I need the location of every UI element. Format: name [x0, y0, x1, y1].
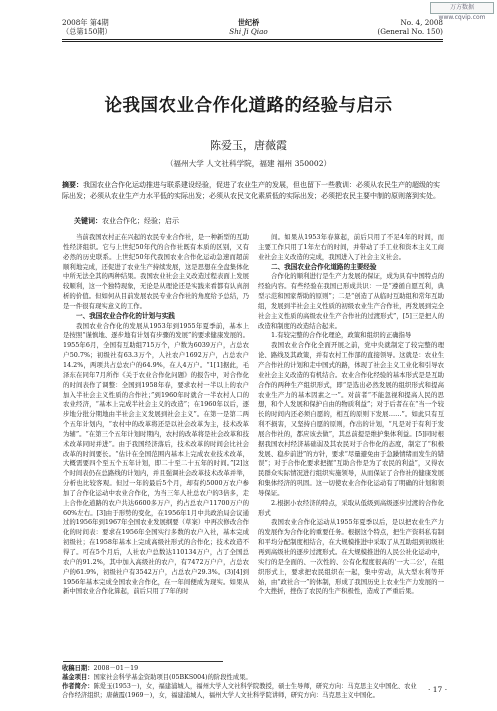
author-bio-value: 陈爱玉(1953－)，女，福建浦城人，福州大学人文社科学院教授，硕士生导师，研究方向：马克思主义中国化、农业合作经济组织；唐薇霞(1969－)，女，福建浦城人，福州大学人文社科学院讲师，研究方向：马克思主义中国化。: [62, 683, 417, 699]
journal-general-number: (General No. 150): [377, 27, 443, 36]
fund-info: [62, 673, 452, 682]
watermark-badge: 万方数据 www.cqvip.com: [430, 2, 494, 14]
footnote-rule: [63, 661, 223, 662]
body-column-left: [63, 233, 249, 643]
keywords-label: 关键词：: [74, 217, 102, 225]
section-heading: 一、我国农业合作化的计划与实践: [76, 311, 175, 320]
journal-name-pinyin: Shi Ji Qiao: [229, 27, 268, 36]
body-column-right: [258, 233, 444, 643]
header-rule-2: [62, 41, 443, 42]
abstract-text: 我国农业合作化运动推进与联系建设经验，促进了农业生产的发展，但也留下一些教训：必须从农民生产的超级的实际出发；必须从农业生产力水平低的实际出发；必须从农民文化素质低的实际出发；必须把农民主要中制的原则落到实处。: [62, 181, 440, 201]
body-paragraph: 2.根据小农经济的特点，采取从低级到高级逐步过渡的合作化形式: [258, 498, 444, 517]
body-paragraph: 我国农业合作化的发展从1953年到1955年夏季前，基本上是按照“谨慎地、逐步地有计划有步骤的发展”的要求健康发展的。1955年6月，全国有互助组715万个，户数为6039万户，占总农户50.7%；初级社有63.3万个，人社农户1692万户，占总农户14.2%，两项共占总农户的64.9%，在人4万户。“1[1]据此，毛泽东在同年7月所作《关于农业合作化问题》的报告中，对合作化的时间表作了调整：全国到1958年春，要求农村一半以上的农户加入半社会主义性质的合作社；”到1960年时就合一半农村人口的农业经济，“基本上完成半社会主义的改造”；在1960年以后，逐步地分批分期地由半社会主义发展到社会主义”。在第一是第二两个五年计划内，“农村中的改革将还是以社会改革为主，技术改革为辅”。“在第三个五年计划时期内，农村的改革将是社会改革和技术改革同时并进”。由于我国经济落后，技术改革的时间会比社会改革的时间要长。“估计在全国范围内基本上完成农业技术改革，大概需要四个至五个五年计划，即二十至二十五年的时间。”[2]这个时间表仍在总路线的计划内，并且强调社会改革技术改革并举，分析也比较客观。但过一年的最后5个月，却有约5000万农户参加了合作化运动中农业合作化，为当三年人社总农户的3倍多，走上合作化道路的农户共达6600多万户，约占总农户11700万户的60%左右。[3]由于形势的变化，在1956年1月中共政治局会议通过的1956年到1967年全国农业发展纲要（草案）中再次修改合作化的时间表：要求在1956年全国实行多数的农户入社，基本完成初级社；在1958年基本上完成高级社形式的合作化；技术改造不得了。可在5个月后，人社农户总数达110134万户，占了全国总农户的91.2%，其中加入高级社的农户，有7472万户户，占总农户的61.9%，初级社户有3542万户，占总农户29.3%。(3)[4]到1956年基本完成全国农业合作化，在一年间便成为现实。如果从新中国农业合作化算起，前后只用了7年的时: [63, 321, 249, 596]
received-label: 收稿日期：: [62, 665, 94, 672]
author-affiliation: （福州大学 人文社科学院，福建 福州 350002）: [165, 159, 332, 168]
article-authors: 陈爱玉，唐薇霞: [210, 139, 287, 152]
body-paragraph: 当前我国农村正在兴起的农民专业合作社，是一种新型的互助性经济组织。它与上世纪50年代的合作社既有本质的区别，又有必然的历史联系。上世纪50年代我国农业合作化运动急速而超前顺利地完成，还促进了农业生产持续发展，这是思想在全盘集体化中所无法全其的两种结果。我国农业社会主义改造过程表面上发展较顺利，这一个独特现象，无论是从理论还是实践来看都有认真剖析的价值。但如何从目前发展农民专业合作社的角度给予总结，乃是一件很有现实意义的工作。: [63, 233, 249, 310]
author-bio: [62, 682, 422, 700]
fund-label: 基金项目：: [62, 674, 94, 681]
received-date: [62, 664, 452, 673]
body-paragraph: 我国农业合作化运动从1955年夏季以后，是以把农业生产力的发展作为合作化的重要任务。根据这个特点，把生产资料私有制和平均分配制度相结合，在大规模推进中采取了从互助组到初级社再到高级社的逐步过渡形式。在大规模推进的人民公社化运动中，实行的是全面的、一次性的、公有化程度很高的‘一大二公’，在组织形式上，要求把农民组织在一起，集中劳动，从大型水利等开始，由“政社合一”的体制，形成了我国历史上农业生产力发展的一个大挫折，挫伤了农民的生产积极性，造成了严重后果。: [258, 518, 444, 596]
author-bio-label: 作者简介：: [62, 683, 94, 690]
journal-name: 世纪桥: [237, 18, 260, 27]
body-paragraph: 1.有较完整的合作化理论，政策和组织的正确指导: [271, 331, 412, 340]
body-paragraph: 我国农业合作化全面开展之前，党中央就制定了较完整的理论、路线及其政策，并有农村工作部的直接领导。这就是：农业生产合作社的计划和走中国式的路，体现了社会主义工业化和引导农业社会主义改造的有机结合。农业合作化经验的基本形式是是互助合作的两种生产组织形式，即“是选出必然发展的组织形式和提高农业生产力的基本因素之一”。对前者“不能忽视和提高人民的思想，和个人发展和保护自由的物质利益”；对于后者在在“当一个较长的时间内还必须自愿的，相互的原则下发展……”。如此只有互利不损害，又坚持自愿的原则，作出的计划，“凡是对于有利于发展合作社的，都应该去做”，其总前提是维护集体利益。[5]同时根据我国农村经济基础弱及其农民对于合作化的态度，制定了“积极发展、稳步前进”的方针，要求“尽量避免由于急躁情绪而发生的错误”；对于合作化要求把握“互助合作是为了农民的利益”，又得农民群众实际情况进行组织实施领导，从而保证了合作社的健康发展和集体经济的巩固。这一切使农业合作化运动有了明确的计划和领导保证。: [258, 341, 444, 497]
abstract: [62, 180, 442, 202]
journal-issue: 2008年 第4期: [62, 18, 109, 27]
body-paragraph: 合作化的顺利进行是生产力发展的保证，成为具有中国特点的经验内容。有些经验在我国已形成共识：一是“遵循自愿互利，典型示范和国家帮助的原则”；二是“创造了从临时互助组和常年互助组，发展到半社会主义性质的初级农业生产合作社，再发展到完全社会主义性质的高级农业生产合作社的过渡形式”，[5]三是把人的改造和制度的改造结合起来。: [258, 272, 444, 330]
fund-value: 国家社会科学基金资助项目(05BKS004)的阶段性成果。: [93, 674, 252, 681]
body-paragraph: 间。如果从1953年春算起，前后只用了不足4年的时间，而主要工作只用了1年左右的时间，并带动了手工业和资本主义工商业社会主义改造的完成，我国进入了社会主义社会。: [258, 233, 444, 261]
journal-number: No. 4, 2008: [400, 18, 443, 27]
abstract-label: 摘要：: [62, 181, 83, 189]
keywords: [74, 216, 179, 226]
keywords-text: 农业合作化；经验；启示: [102, 217, 179, 225]
header-rule: [62, 39, 443, 40]
section-heading: 二、我国农业合作化道路的主要经验: [271, 262, 377, 271]
journal-issue-total: （总第150期）: [62, 27, 112, 36]
article-title: 论我国农业合作化道路的经验与启示: [104, 96, 393, 116]
page-number: · 17 ·: [428, 685, 448, 694]
received-value: 2008－01－19: [93, 665, 139, 672]
